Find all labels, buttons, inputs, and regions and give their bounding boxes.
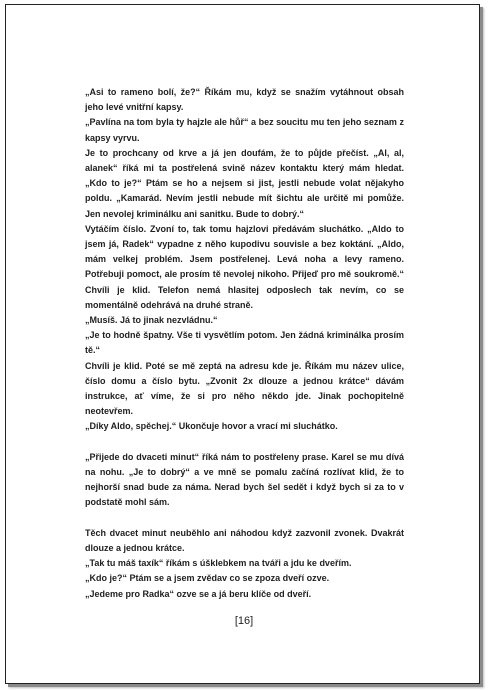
paragraph: „Je to hodně špatny. Vše ti vysvětlím potom. Jen žádná kriminálka prosím tě.“ [85,330,404,356]
paragraph: „Musíš. Já to jinak nezvládnu.“ [85,315,218,326]
paragraph: „Jedeme pro Radka“ ozve se a já beru klíče od dveří. [85,588,312,599]
page-number: [16] [234,615,254,627]
paragraph: Vytáčím číslo. Zvoní to, tak tomu hajzlovi předávám sluchátko. „Aldo to jsem já, Radek“ vypadne z něho kupodivu souvisle a bez koktání. „Aldo, mám velkej problém. Jsem postřelenej. Levá noha a levy rameno. Potřebuji pomoct, ale prosím tě nevolej nikoho. Přijeď pro mě soukromě.“ Chvíli je klid. Telefon nemá hlasitej odposlech tak nevím, co se momentálně odehrává na druhé straně. [85,223,404,310]
document-body [85,85,404,602]
paragraph: „Díky Aldo, spěchej.“ Ukončuje hovor a vrací mi sluchátko. [85,421,338,432]
paragraph: Těch dvacet minut neuběhlo ani náhodou když zazvonil zvonek. Dvakrát dlouze a jednou krátce. [85,527,404,554]
paragraph: Chvíli je klid. Poté se mě zeptá na adresu kde je. Říkám mu název ulice, číslo domu a číslo bytu. „Zvonit 2x dlouze a jednou krátce“ dávám instrukce, ať víme, že si pro něho někdo jde. Jinak pochopitelně neotevřem. [85,360,404,417]
paragraph: „Tak tu máš taxík“ říkám s úšklebkem na tváři a jdu ke dveřím. [85,558,352,569]
paragraph: „Kdo je?“ Ptám se a jsem zvědav co se zpoza dveří ozve. [85,573,330,584]
paragraph: „Přijede do dvaceti minut“ říká nám to postřeleny prase. Karel se mu dívá na nohu. „Je to dobrý“ a ve mně se pomalu začíná rozlívat klid, že to nejhorší snad bude za náma. Nerad bych šel sedět i když bych si za to v podstatě mohl sám. [85,451,404,508]
paragraph: „Asi to rameno bolí, že?“ Říkám mu, když se snažím vytáhnout obsah jeho levé vnitřní kapsy. [85,87,404,113]
paragraph: „Pavlína na tom byla ty hajzle ale hůř“ a bez soucitu mu ten jeho seznam z kapsy vyrvu. [85,117,404,143]
paragraph: Je to prochcany od krve a já jen doufám, že to půjde přečíst. „Al, al, alanek“ říká mi ta postřelená svině název kontaktu který mám hledat. „Kdo to je?“ Ptám se ho a nejsem si jist, jestli nebude volat nějakyho poldu. „Kamarád. Nevím jestli nebude mít šichtu ale určitě mi pomůže. Jen nevolej kriminálku ani sanitku. Bude to dobrý.“ [85,147,404,219]
